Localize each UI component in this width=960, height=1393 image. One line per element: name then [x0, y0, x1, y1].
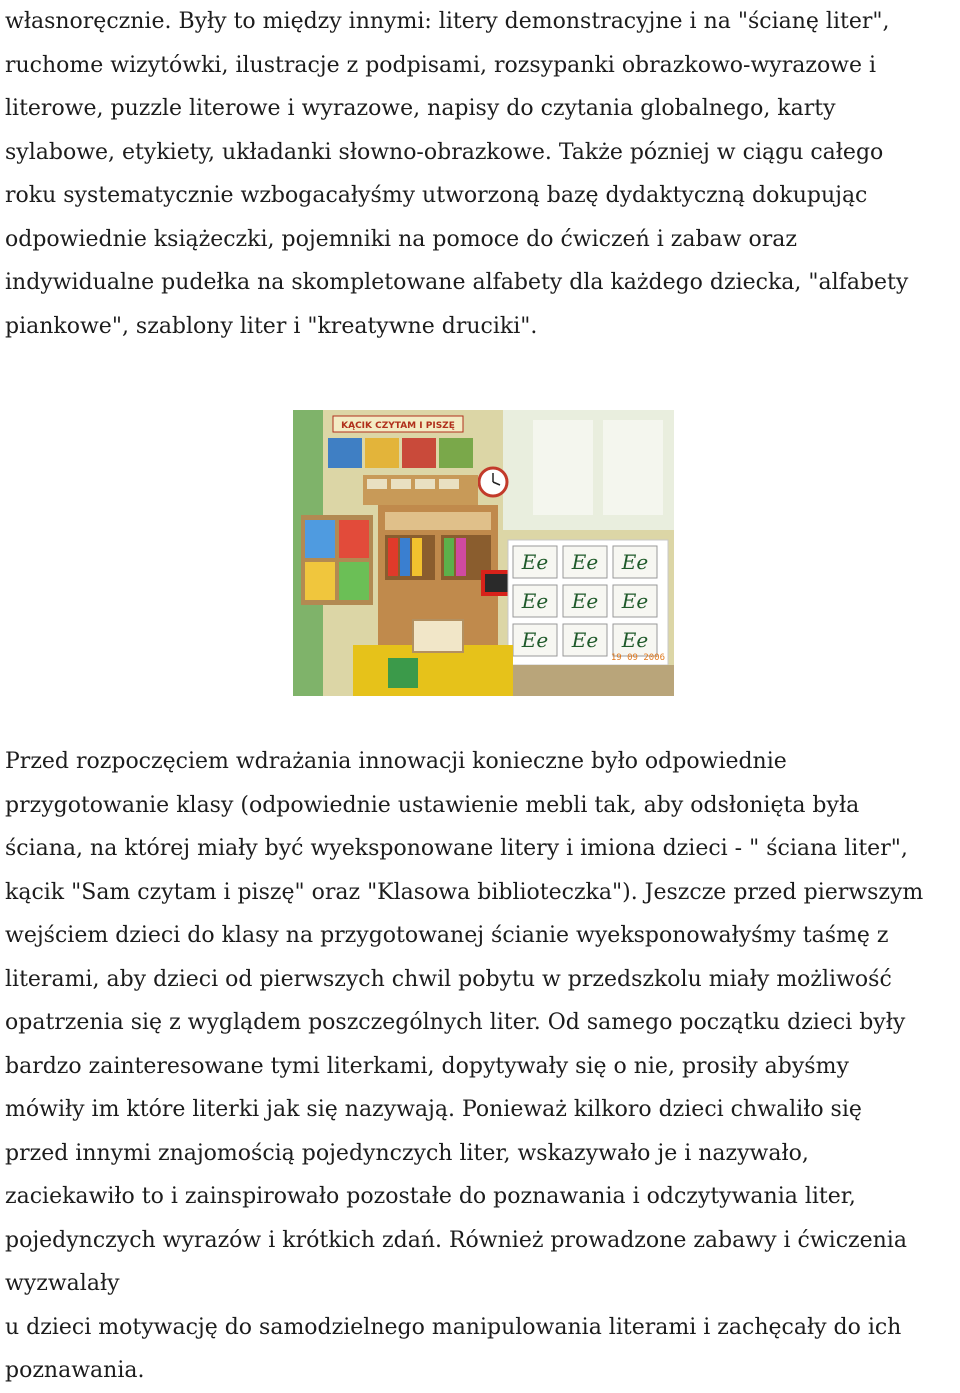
text-line: indywidualne pudełka na skompletowane alfabety dla każdego dziecka, "alfabety — [5, 270, 909, 295]
text-line: wyzwalały — [5, 1271, 120, 1296]
paragraph-1 — [5, 0, 955, 348]
classroom-photo — [293, 410, 674, 696]
text-line: mówiły im które literki jak się nazywają. Ponieważ kilkoro dzieci chwaliło się — [5, 1097, 862, 1122]
card-letter: Ee — [521, 589, 549, 613]
date-stamp: 19 09 2006 — [610, 653, 665, 663]
paragraph-2 — [5, 740, 955, 1393]
text-line: opatrzenia się z wyglądem poszczególnych liter. Od samego początku dzieci były — [5, 1010, 906, 1035]
text-line: roku systematycznie wzbogacałyśmy utworzoną bazę dydaktyczną dokupując — [5, 183, 868, 208]
text-line: sylabowe, etykiety, układanki słowno-obrazkowe. Także pózniej w ciągu całego — [5, 139, 884, 165]
text-line: pojedynczych wyrazów i krótkich zdań. Również prowadzone zabawy i ćwiczenia — [5, 1227, 907, 1253]
card-letter: Ee — [621, 550, 649, 574]
text-line: bardzo zainteresowane tymi literkami, dopytywały się o nie, prosiły abyśmy — [5, 1053, 849, 1079]
card-letter: Ee — [521, 628, 549, 652]
text-line: zaciekawiło to i zainspirowało pozostałe do poznawania i odczytywania liter, — [5, 1184, 856, 1209]
card-letter: Ee — [621, 628, 649, 652]
card-letter: Ee — [521, 550, 549, 574]
text-line: ruchome wizytówki, ilustracje z podpisami, rozsypanki obrazkowo-wyrazowe i — [5, 52, 877, 78]
text-line: kącik "Sam czytam i piszę" oraz "Klasowa biblioteczka"). Jeszcze przed pierwszym — [5, 879, 924, 905]
text-line: poznawania. — [5, 1358, 145, 1383]
card-letter: Ee — [571, 628, 599, 652]
text-line: Przed rozpoczęciem wdrażania innowacji konieczne było odpowiednie — [5, 749, 787, 774]
text-line: ściana, na której miały być wyeksponowane litery i imiona dzieci - " ściana liter", — [5, 836, 908, 861]
card-letter: Ee — [621, 589, 649, 613]
text-line: literami, aby dzieci od pierwszych chwil pobytu w przedszkolu miały możliwość — [5, 966, 892, 992]
text-line: przed innymi znajomością pojedynczych liter, wskazywało je i nazywało, — [5, 1140, 809, 1166]
text-line: u dzieci motywację do samodzielnego manipulowania literami i zachęcały do ich — [5, 1314, 902, 1340]
text-line: własnoręcznie. Były to między innymi: litery demonstracyjne i na "ścianę liter", — [5, 9, 890, 34]
text-line: odpowiednie książeczki, pojemniki na pomoce do ćwiczeń i zabaw oraz — [5, 226, 797, 252]
text-line: przygotowanie klasy (odpowiednie ustawienie mebli tak, aby odsłonięta była — [5, 792, 860, 818]
card-letter: Ee — [571, 589, 599, 613]
sign-text: KĄCIK CZYTAM I PISZĘ — [341, 421, 455, 431]
text-line: wejściem dzieci do klasy na przygotowanej ścianie wyeksponowałyśmy taśmę z — [5, 923, 889, 948]
card-letter: Ee — [571, 550, 599, 574]
text-line: piankowe", szablony liter i "kreatywne druciki". — [5, 313, 538, 339]
text-line: literowe, puzzle literowe i wyrazowe, napisy do czytania globalnego, karty — [5, 96, 836, 121]
